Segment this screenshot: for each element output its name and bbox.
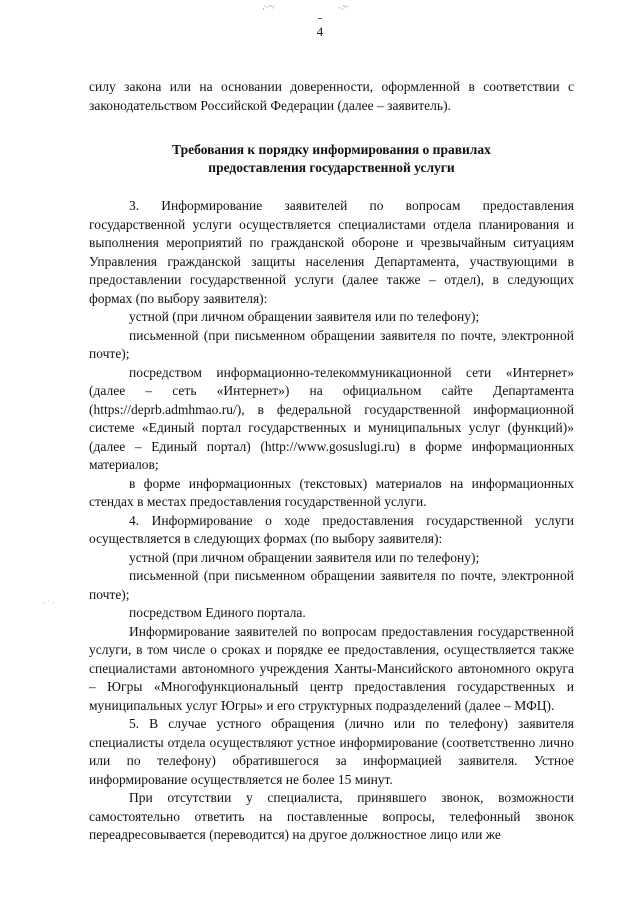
document-body bbox=[89, 78, 574, 845]
scan-artifact bbox=[318, 18, 322, 19]
paragraph-phone: При отсутствии у специалиста, принявшего звонок, возможности самостоятельно ответить на поставленные вопросы, телефонный звонок переадресовывается (переводится) на другое должностное лицо или же bbox=[89, 790, 574, 842]
paragraph-5: 5. В случае устного обращения (лично или по телефону) заявителя специалисты отдела осуществляют устное информирование (соответственно лично или по телефону) обратившегося за информацией заявителя. Устное информирование осуществляется не более 15 минут. bbox=[89, 716, 574, 787]
intro-paragraph: силу закона или на основании доверенности, оформленной в соответствии с законодательством Российской Федерации (далее – заявитель). bbox=[89, 79, 574, 113]
list-item: посредством Единого портала. bbox=[129, 605, 306, 620]
scan-artifact: · ˙ · bbox=[43, 599, 55, 608]
list-item: устной (при личном обращении заявителя или по телефону); bbox=[129, 549, 480, 565]
list-item: устной (при личном обращении заявителя или по телефону); bbox=[129, 309, 480, 324]
list-item: письменной (при письменном обращении заявителя по почте, электронной почте); bbox=[89, 327, 574, 361]
paragraph-mfc: Информирование заявителей по вопросам предоставления государственной услуги, в том числе о сроках и порядке ее предоставления, осуществляется также специалистами автономного учреждения Ханты-Мансийского автономного округа – Югры «Многофункциональный центр предоставления государственных и муниципальных услуг Югры» и его структурных подразделений (далее – МФЦ). bbox=[89, 623, 574, 713]
heading-line-1: Требования к порядку информирования о правилах bbox=[172, 142, 491, 157]
scan-artifact: ·˙ˑ˙˜ˑ˙ bbox=[262, 4, 275, 14]
paragraph-3: 3. Информирование заявителей по вопросам предоставления государственной услуги осуществляется специалистами отдела планирования и выполнения мероприятий по гражданской обороне и чрезвычайным ситуациям Управления гражданской защиты населения Департамента, участвующими в предоставлении государственной услуги (далее также – отдел), в следующих формах (по выбору заявителя): bbox=[89, 198, 574, 306]
list-item: посредством информационно-телекоммуникационной сети «Интернет» (далее – сеть «Интернет») на официальном сайте Департамента (https://deprb.admhmao.ru/), в федеральной государственной информационной системе «Единый портал государственных и муниципальных услуг (функций)» (далее – Единый портал) (http://www.gosuslugi.ru) в форме информационных материалов; bbox=[89, 364, 574, 472]
paragraph-4: 4. Информирование о ходе предоставления государственной услуги осуществляется в следующих формах (по выбору заявителя): bbox=[89, 512, 574, 546]
scan-artifact: ˑ ·˜ˑ˙ bbox=[338, 4, 349, 14]
section-heading bbox=[89, 141, 574, 177]
page-number: 4 bbox=[316, 24, 324, 39]
heading-line-2: предоставления государственной услуги bbox=[208, 160, 455, 175]
list-item: письменной (при письменном обращении заявителя по почте, электронной почте); bbox=[89, 568, 574, 602]
list-item: в форме информационных (текстовых) материалов на информационных стендах в местах предоставления государственной услуги. bbox=[89, 475, 574, 509]
